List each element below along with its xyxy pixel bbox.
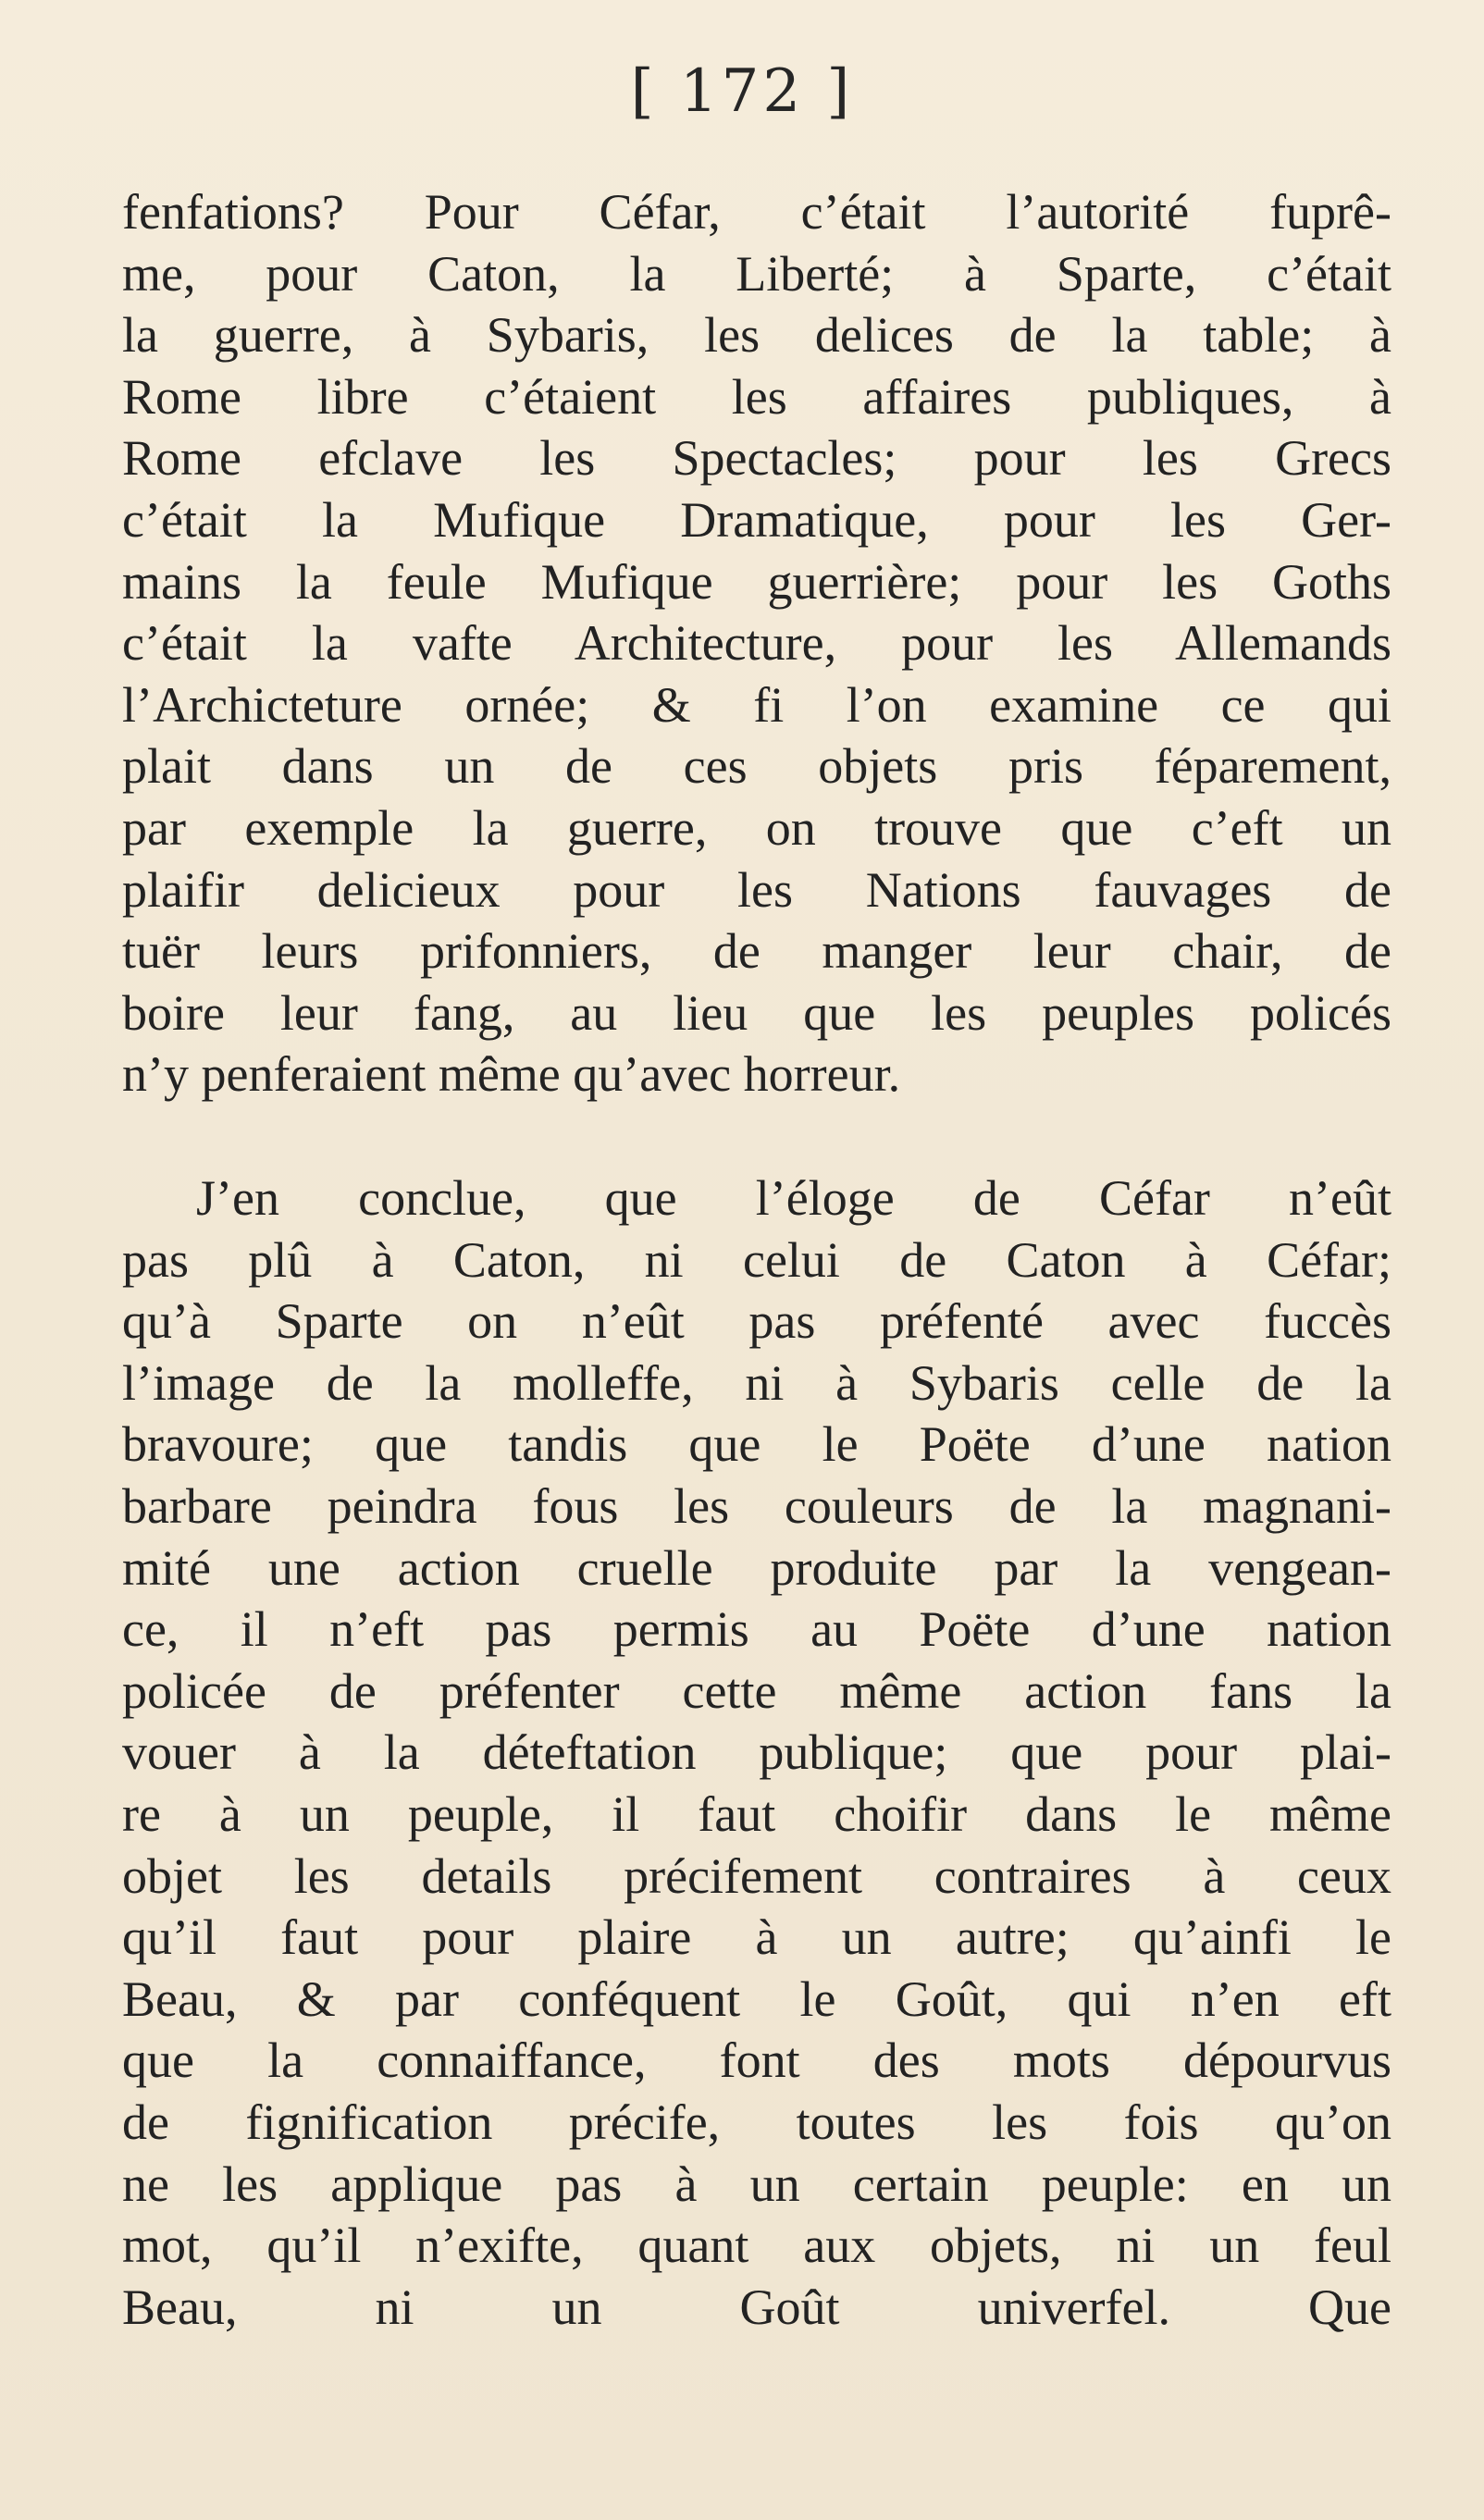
text-line: qu’il faut pour plaire à un autre; qu’ainfi le [122, 1909, 1391, 1966]
text-line: plaifir delicieux pour les Nations fauvages de [122, 861, 1391, 918]
text-line: n’y penferaient même qu’avec horreur. [122, 1046, 901, 1103]
text-line: de fignification précife, toutes les fois qu’on [122, 2094, 1391, 2150]
text-line: Beau, & par conféquent le Goût, qui n’en eft [122, 1970, 1391, 2027]
text-line: plait dans un de ces objets pris féparement, [122, 738, 1391, 795]
text-line: c’était la vafte Architecture, pour les Allemands [122, 615, 1391, 672]
paragraph-2 [122, 1167, 1391, 2338]
last-line-with-catchword [122, 2277, 1391, 2339]
text-line: objet les details précifement contraires à ceux [122, 1847, 1391, 1904]
text-line: que la connaiffance, font des mots dépourvus [122, 2032, 1391, 2089]
text-line: barbare peindra fous les couleurs de la magnani- [122, 1477, 1391, 1534]
text-line: re à un peuple, il faut choifir dans le même [122, 1785, 1391, 1842]
text-line: vouer à la déteftation publique; que pour plai- [122, 1724, 1391, 1781]
text-line: l’Archicteture ornée; & fi l’on examine ce qui [122, 676, 1391, 733]
text-line: policée de préfenter cette même action fans la [122, 1662, 1391, 1719]
text-line: l’image de la molleffe, ni à Sybaris celle de la [122, 1354, 1391, 1411]
text-line: boire leur fang, au lieu que les peuples policés [122, 984, 1391, 1041]
text-line: ne les applique pas à un certain peuple: en un [122, 2156, 1391, 2212]
text-line: mot, qu’il n’exifte, quant aux objets, ni un feul [122, 2217, 1391, 2274]
text-line: par exemple la guerre, on trouve que c’eft un [122, 799, 1391, 856]
text-line: fenfations? Pour Céfar, c’était l’autorité fuprê- [122, 184, 1391, 240]
text-line: mité une action cruelle produite par la vengean- [122, 1539, 1391, 1596]
text-line: J’en conclue, que l’éloge de Céfar n’eût [196, 1170, 1391, 1226]
text-line: la guerre, à Sybaris, les delices de la table; à [122, 307, 1391, 364]
text-line: ce, il n’eft pas permis au Poëte d’une nation [122, 1601, 1391, 1658]
text-line: c’était la Mufique Dramatique, pour les Ger- [122, 491, 1391, 548]
text-line: Rome efclave les Spectacles; pour les Grecs [122, 430, 1391, 487]
text-line: mains la feule Mufique guerrière; pour les Goths [122, 553, 1391, 610]
text-line: Beau, ni un Goût univerfel. [122, 2279, 1170, 2335]
page-number: [ 172 ] [630, 57, 854, 126]
text-line: Rome libre c’étaient les affaires publiques, à [122, 368, 1391, 425]
text-line: bravoure; que tandis que le Poëte d’une nation [122, 1416, 1391, 1473]
paragraph-1 [122, 181, 1391, 1106]
text-line: qu’à Sparte on n’eût pas préfenté avec fuccès [122, 1293, 1391, 1350]
text-line: tuër leurs prifonniers, de manger leur chair, de [122, 923, 1391, 980]
text-line: pas plû à Caton, ni celui de Caton à Céfar; [122, 1231, 1391, 1288]
catchword: Que [1308, 2279, 1391, 2335]
text-line: me, pour Caton, la Liberté; à Sparte, c’était [122, 245, 1391, 302]
